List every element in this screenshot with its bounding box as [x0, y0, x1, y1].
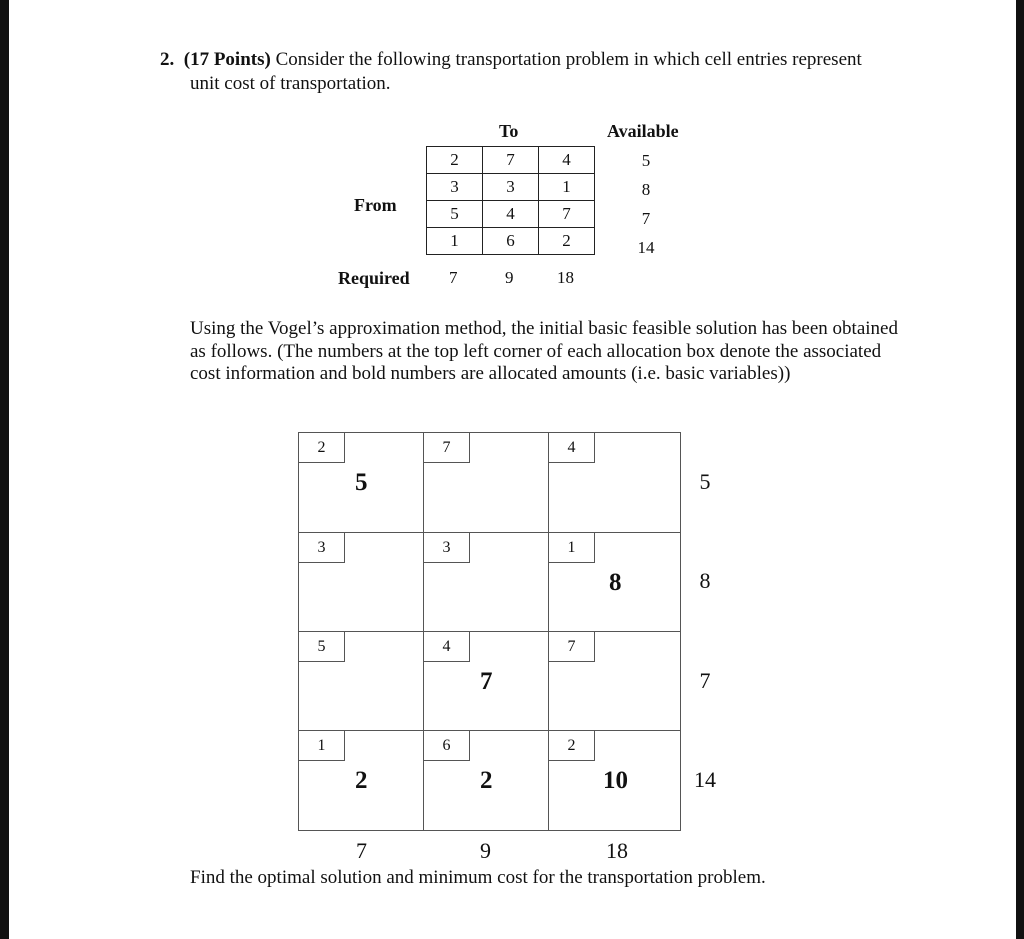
cell-allocation: 10 — [603, 767, 628, 794]
cost-row — [427, 147, 595, 174]
grid-cell — [299, 533, 424, 632]
cost-cell: 1 — [427, 228, 483, 255]
cell-cost: 7 — [549, 632, 595, 662]
required-label: Required — [338, 268, 410, 288]
cell-cost: 6 — [424, 731, 470, 761]
grid-cell — [424, 632, 549, 731]
grid-cell — [424, 433, 549, 533]
cost-row — [427, 174, 595, 201]
final-question: Find the optimal solution and minimum cost for the transportation problem. — [190, 867, 766, 888]
available-value: 8 — [641, 180, 651, 199]
question-points: (17 Points) — [183, 49, 271, 70]
cell-cost: 1 — [299, 731, 345, 761]
cost-cell: 5 — [427, 201, 483, 228]
to-label: To — [499, 121, 519, 141]
grid-required-value: 9 — [480, 838, 491, 863]
required-value: 7 — [449, 268, 458, 287]
cost-cell: 1 — [539, 174, 595, 201]
cell-cost: 5 — [299, 632, 345, 662]
vam-grid — [298, 432, 681, 831]
from-label: From — [354, 195, 397, 215]
available-column — [630, 146, 662, 262]
cell-cost: 4 — [424, 632, 470, 662]
required-value: 18 — [557, 268, 574, 287]
grid-cell — [549, 632, 680, 731]
cell-cost: 4 — [549, 433, 595, 463]
grid-cell — [299, 731, 424, 830]
cell-allocation: 8 — [609, 569, 622, 596]
grid-cell — [424, 731, 549, 830]
required-value: 9 — [505, 268, 514, 287]
cost-cell: 3 — [483, 174, 539, 201]
cost-cell: 4 — [539, 147, 595, 174]
grid-cell — [549, 433, 680, 533]
question-text-1: Consider the following transportation problem in which cell entries represent — [275, 49, 862, 70]
available-label: Available — [607, 121, 679, 141]
cost-cell: 6 — [483, 228, 539, 255]
cell-cost: 2 — [299, 433, 345, 463]
question-line-2: unit cost of transportation. — [190, 73, 391, 94]
question-number: 2. — [160, 49, 175, 70]
cell-cost: 1 — [549, 533, 595, 563]
cell-cost: 3 — [299, 533, 345, 563]
cell-cost: 7 — [424, 433, 470, 463]
vam-description: Using the Vogel’s approximation method, the initial basic feasible solution has been obtained as follows. (The numbers at the top left corner of each allocation box denote the associated cost information and bold numbers are allocated amounts (i.e. basic variables)) — [190, 318, 898, 384]
cost-row — [427, 228, 595, 255]
grid-required-value: 7 — [356, 838, 367, 863]
grid-available-value: 14 — [694, 767, 716, 792]
grid-available-value: 8 — [699, 568, 711, 593]
cost-cell: 7 — [483, 147, 539, 174]
cost-cell: 4 — [483, 201, 539, 228]
right-dark-edge — [1016, 0, 1024, 939]
cell-allocation: 7 — [480, 668, 493, 695]
grid-cell — [549, 533, 680, 632]
cost-cell: 7 — [539, 201, 595, 228]
available-value: 14 — [637, 238, 655, 257]
cost-row — [427, 201, 595, 228]
grid-available-value: 5 — [699, 469, 711, 494]
available-value: 7 — [641, 209, 651, 228]
available-value: 5 — [641, 151, 651, 170]
question-line-1 — [160, 48, 862, 72]
grid-cell — [299, 433, 424, 533]
cost-table — [426, 146, 595, 255]
cell-allocation: 2 — [480, 767, 493, 794]
cell-cost: 2 — [549, 731, 595, 761]
grid-cell — [299, 632, 424, 731]
cost-cell: 3 — [427, 174, 483, 201]
cell-allocation: 5 — [355, 469, 368, 496]
cost-cell: 2 — [539, 228, 595, 255]
cell-allocation: 2 — [355, 767, 368, 794]
left-dark-edge — [0, 0, 9, 939]
cell-cost: 3 — [424, 533, 470, 563]
grid-cell — [549, 731, 680, 830]
grid-required-value: 18 — [606, 838, 628, 863]
grid-cell — [424, 533, 549, 632]
grid-available-value: 7 — [699, 668, 711, 693]
cost-cell: 2 — [427, 147, 483, 174]
